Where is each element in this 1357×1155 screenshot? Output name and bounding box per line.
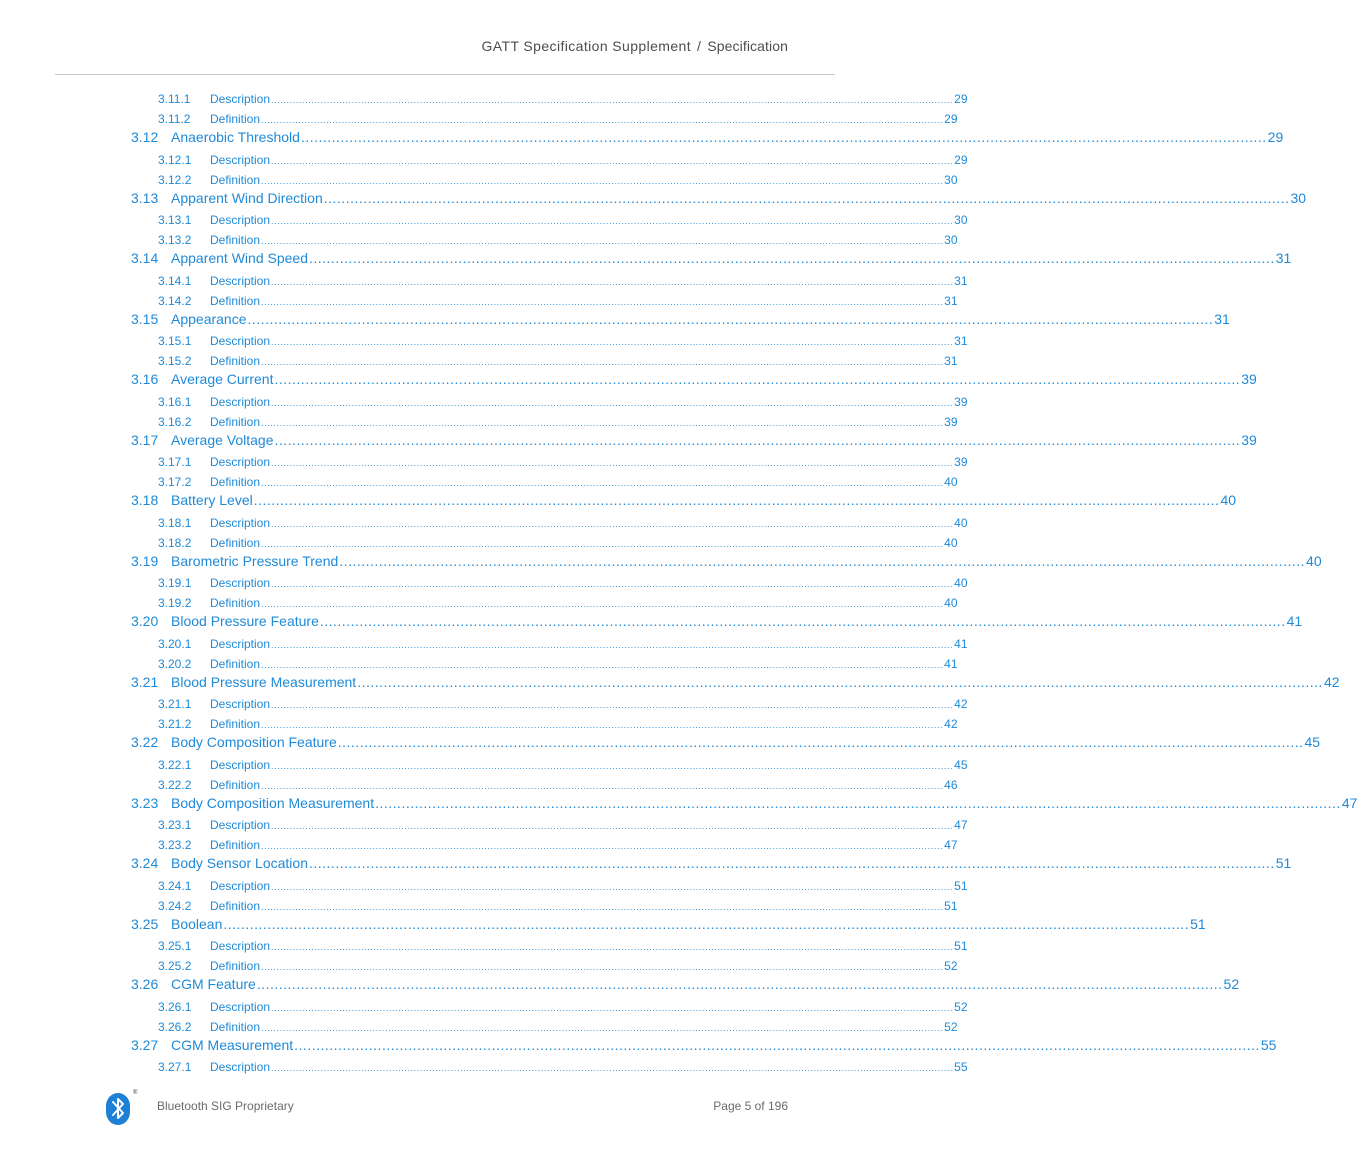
toc-entry-page: 46	[944, 777, 958, 792]
toc-entry[interactable]	[131, 673, 1340, 694]
toc-entry-page: 31	[1214, 310, 1230, 327]
toc-entry-title: Barometric Pressure Trend	[171, 552, 339, 569]
toc-dot-leader: ............................................................................................................................................................................................................................	[271, 942, 954, 953]
toc-entry[interactable]	[158, 273, 968, 291]
toc-entry-title: Definition	[210, 414, 261, 429]
toc-entry[interactable]	[158, 152, 968, 170]
toc-entry-title: Description	[210, 697, 271, 712]
toc-entry[interactable]	[158, 394, 968, 412]
toc-entry[interactable]	[158, 1060, 968, 1077]
toc-entry[interactable]	[158, 939, 968, 956]
toc-entry-page: 42	[944, 717, 958, 732]
toc-entry-page: 40	[954, 576, 968, 591]
toc-entry-number: 3.20.2	[158, 656, 192, 671]
toc-entry[interactable]	[158, 596, 958, 613]
toc-dot-leader: ............................................................................................................................................................................................................................	[261, 478, 944, 489]
toc-entry-number: 3.24	[131, 855, 159, 872]
toc-dot-leader: ............................................................................................................................................................................................................................	[308, 250, 1275, 267]
toc-dot-leader: ............................................................................................................................................................................................................................	[339, 552, 1306, 569]
toc-dot-leader: ............................................................................................................................................................................................................................	[271, 881, 954, 892]
toc-entry[interactable]	[158, 535, 958, 553]
toc-entry-page: 39	[954, 455, 968, 470]
toc-entry[interactable]	[131, 250, 1292, 270]
toc-entry-title: Average Current	[171, 371, 274, 388]
toc-entry-page: 51	[944, 898, 958, 913]
toc-entry-page: 31	[1275, 250, 1292, 267]
toc-entry-number: 3.13.2	[158, 233, 192, 248]
toc-entry-title: Description	[210, 878, 271, 893]
toc-entry-number: 3.22	[131, 734, 159, 751]
toc-entry[interactable]	[131, 915, 1206, 936]
toc-entry-number: 3.21	[131, 673, 159, 690]
bluetooth-logo-icon	[104, 1087, 138, 1127]
toc-entry[interactable]	[158, 414, 958, 432]
toc-entry[interactable]	[131, 492, 1237, 512]
toc-dot-leader: ............................................................................................................................................................................................................................	[247, 310, 1214, 327]
toc-entry-title: Description	[210, 273, 271, 288]
toc-entry-title: Blood Pressure Measurement	[171, 673, 357, 690]
toc-entry-number: 3.27.1	[158, 1060, 192, 1075]
toc-entry-page: 45	[954, 757, 968, 772]
toc-entry-number: 3.25.2	[158, 959, 192, 974]
toc-dot-leader: ............................................................................................................................................................................................................................	[323, 189, 1290, 206]
toc-dot-leader: ............................................................................................................................................................................................................................	[223, 915, 1190, 932]
toc-entry-number: 3.26.2	[158, 1019, 192, 1034]
toc-entry-page: 30	[944, 233, 958, 248]
toc-dot-leader: ............................................................................................................................................................................................................................	[253, 492, 1220, 509]
toc-entry-title: Description	[210, 999, 271, 1014]
toc-dot-leader: ............................................................................................................................................................................................................................	[375, 794, 1341, 811]
toc-dot-leader: ............................................................................................................................................................................................................................	[261, 659, 944, 670]
toc-entry-title: Definition	[210, 656, 261, 671]
toc-entry-title: CGM Feature	[171, 976, 256, 993]
toc-entry-number: 3.24.2	[158, 898, 192, 913]
toc-entry-number: 3.13.1	[158, 213, 192, 228]
toc-entry-title: Description	[210, 576, 271, 591]
toc-dot-leader: ............................................................................................................................................................................................................................	[261, 296, 944, 307]
toc-dot-leader: ............................................................................................................................................................................................................................	[261, 357, 944, 368]
toc-entry[interactable]	[131, 371, 1257, 391]
toc-entry-page: 42	[1323, 673, 1340, 690]
toc-dot-leader: ............................................................................................................................................................................................................................	[271, 276, 954, 287]
toc-entry-title: Anaerobic Threshold	[171, 129, 300, 146]
toc-entry-number: 3.26.1	[158, 999, 192, 1014]
toc-entry[interactable]	[158, 1019, 958, 1037]
toc-entry-title: Description	[210, 92, 271, 106]
toc-entry-number: 3.15	[131, 310, 159, 327]
toc-entry-number: 3.19.1	[158, 576, 192, 591]
toc-entry-title: Appearance	[171, 310, 247, 327]
toc-entry-number: 3.15.1	[158, 334, 192, 349]
toc-dot-leader: ............................................................................................................................................................................................................................	[261, 236, 944, 247]
toc-entry-number: 3.14	[131, 250, 159, 267]
toc-dot-leader: ............................................................................................................................................................................................................................	[271, 458, 954, 469]
toc-entry-page: 29	[954, 92, 968, 106]
header-rule	[55, 74, 835, 75]
toc-entry-title: Description	[210, 939, 271, 954]
toc-entry[interactable]	[158, 636, 968, 654]
toc-entry-title: Description	[210, 636, 271, 651]
toc-entry-title: Definition	[210, 172, 261, 187]
toc-dot-leader: ............................................................................................................................................................................................................................	[271, 639, 954, 650]
toc-entry-page: 41	[1286, 613, 1303, 630]
toc-entry[interactable]	[131, 734, 1321, 754]
toc-entry-number: 3.13	[131, 189, 159, 206]
toc-entry-number: 3.20.1	[158, 636, 192, 651]
toc-entry[interactable]	[158, 293, 958, 311]
toc-entry-number: 3.18.2	[158, 535, 192, 550]
toc-entry-number: 3.12	[131, 129, 159, 146]
toc-entry-title: Body Composition Feature	[171, 734, 337, 751]
toc-entry[interactable]	[158, 92, 968, 109]
toc-entry[interactable]	[158, 213, 968, 230]
toc-entry-number: 3.21.1	[158, 697, 192, 712]
toc-entry-page: 41	[954, 636, 968, 651]
toc-entry[interactable]	[158, 172, 958, 190]
toc-entry-title: Boolean	[171, 915, 223, 932]
registered-mark: ®	[133, 1090, 138, 1096]
toc-dot-leader: ............................................................................................................................................................................................................................	[337, 734, 1304, 751]
toc-entry[interactable]	[131, 855, 1292, 875]
toc-entry-number: 3.23.2	[158, 838, 192, 853]
toc-entry[interactable]	[131, 189, 1307, 210]
toc-entry-page: 40	[954, 515, 968, 530]
toc-dot-leader: ............................................................................................................................................................................................................................	[308, 855, 1275, 872]
toc-entry-page: 51	[954, 878, 968, 893]
toc-entry[interactable]	[158, 354, 958, 371]
toc-entry[interactable]	[158, 999, 968, 1017]
toc-entry-page: 39	[944, 414, 958, 429]
toc-entry-title: Definition	[210, 475, 261, 490]
toc-dot-leader: ............................................................................................................................................................................................................................	[274, 431, 1241, 448]
toc-entry[interactable]	[131, 1036, 1277, 1057]
toc-entry-number: 3.11.1	[158, 92, 191, 106]
toc-entry[interactable]	[158, 717, 958, 734]
toc-entry-title: Blood Pressure Feature	[171, 613, 319, 630]
document-subtitle: Specification	[707, 38, 788, 54]
toc-dot-leader: ............................................................................................................................................................................................................................	[271, 155, 954, 166]
toc-entry-title: Description	[210, 515, 271, 530]
toc-entry-page: 31	[954, 273, 968, 288]
toc-dot-leader: ............................................................................................................................................................................................................................	[261, 175, 944, 186]
toc-entry-number: 3.17	[131, 431, 159, 448]
page-header	[482, 38, 789, 54]
toc-entry-number: 3.14.2	[158, 293, 192, 308]
toc-entry[interactable]	[158, 878, 968, 896]
toc-entry-number: 3.23.1	[158, 818, 192, 833]
toc-dot-leader: ............................................................................................................................................................................................................................	[261, 417, 944, 428]
toc-entry-number: 3.25.1	[158, 939, 192, 954]
toc-dot-leader: ............................................................................................................................................................................................................................	[271, 821, 954, 832]
toc-entry[interactable]	[158, 959, 958, 976]
toc-entry-page: 40	[944, 596, 958, 611]
toc-entry-page: 29	[944, 112, 958, 127]
toc-entry-page: 51	[1275, 855, 1292, 872]
toc-entry-number: 3.11.2	[158, 112, 191, 127]
toc-entry-page: 40	[944, 475, 958, 490]
toc-entry-title: CGM Measurement	[171, 1036, 294, 1053]
toc-entry-page: 31	[954, 334, 968, 349]
toc-entry[interactable]	[158, 777, 958, 795]
toc-entry-title: Definition	[210, 1019, 261, 1034]
toc-entry[interactable]	[158, 757, 968, 775]
footer-proprietary: Bluetooth SIG Proprietary	[157, 1099, 294, 1113]
toc-entry-number: 3.16	[131, 371, 159, 388]
toc-entry-page: 47	[1341, 794, 1357, 811]
toc-dot-leader: ............................................................................................................................................................................................................................	[357, 673, 1323, 690]
toc-entry-page: 47	[944, 838, 958, 853]
toc-dot-leader: ............................................................................................................................................................................................................................	[271, 1063, 954, 1074]
toc-dot-leader: ............................................................................................................................................................................................................................	[261, 538, 944, 549]
toc-dot-leader: ............................................................................................................................................................................................................................	[271, 700, 954, 711]
document-title: GATT Specification Supplement	[481, 38, 692, 54]
toc-entry-page: 52	[1223, 976, 1240, 993]
toc-entry[interactable]	[158, 576, 968, 593]
toc-entry-number: 3.20	[131, 613, 159, 630]
toc-entry-title: Description	[210, 818, 271, 833]
toc-entry[interactable]	[158, 656, 958, 674]
toc-dot-leader: ............................................................................................................................................................................................................................	[271, 760, 954, 771]
toc-entry-page: 30	[944, 172, 958, 187]
toc-entry-title: Body Composition Measurement	[171, 794, 375, 811]
toc-dot-leader: ............................................................................................................................................................................................................................	[261, 780, 944, 791]
toc-entry-page: 31	[944, 293, 958, 308]
toc-entry[interactable]	[131, 129, 1284, 149]
toc-dot-leader: ............................................................................................................................................................................................................................	[271, 337, 954, 348]
toc-entry[interactable]	[158, 697, 968, 714]
toc-entry[interactable]	[158, 515, 968, 533]
toc-entry-page: 52	[944, 1019, 958, 1034]
toc-entry-number: 3.18.1	[158, 515, 192, 530]
toc-entry-title: Definition	[210, 596, 261, 611]
toc-entry-page: 29	[954, 152, 968, 167]
toc-entry-number: 3.12.2	[158, 172, 192, 187]
toc-entry-title: Body Sensor Location	[171, 855, 308, 872]
toc-entry-number: 3.26	[131, 976, 159, 993]
toc-dot-leader: ............................................................................................................................................................................................................................	[256, 976, 1223, 993]
toc-entry[interactable]	[158, 112, 958, 129]
toc-entry[interactable]	[158, 455, 968, 472]
header-separator: /	[697, 38, 702, 54]
toc-entry[interactable]	[158, 233, 958, 250]
toc-dot-leader: ............................................................................................................................................................................................................................	[271, 95, 954, 105]
toc-entry-title: Definition	[210, 898, 261, 913]
toc-dot-leader: ............................................................................................................................................................................................................................	[261, 962, 944, 973]
toc-entry-page: 40	[1220, 492, 1237, 509]
toc-dot-leader: ............................................................................................................................................................................................................................	[261, 115, 944, 126]
toc-entry-number: 3.24.1	[158, 878, 192, 893]
toc-entry-number: 3.23	[131, 794, 159, 811]
toc-dot-leader: ............................................................................................................................................................................................................................	[271, 216, 954, 227]
toc-entry-number: 3.21.2	[158, 717, 192, 732]
toc-entry-page: 52	[944, 959, 958, 974]
toc-entry[interactable]	[158, 475, 958, 492]
toc-entry-title: Description	[210, 455, 271, 470]
toc-entry-title: Definition	[210, 354, 261, 369]
toc-entry-page: 42	[954, 697, 968, 712]
toc-entry-title: Definition	[210, 293, 261, 308]
toc-dot-leader: ............................................................................................................................................................................................................................	[261, 720, 944, 731]
toc-entry[interactable]	[131, 613, 1303, 633]
toc-entry[interactable]	[158, 334, 968, 351]
toc-dot-leader: ............................................................................................................................................................................................................................	[274, 371, 1241, 388]
toc-entry-title: Description	[210, 394, 271, 409]
toc-entry-page: 45	[1304, 734, 1321, 751]
toc-entry-page: 47	[954, 818, 968, 833]
toc-entry[interactable]	[158, 818, 968, 835]
toc-entry-number: 3.19.2	[158, 596, 192, 611]
toc-dot-leader: ............................................................................................................................................................................................................................	[300, 129, 1267, 146]
toc-entry-title: Definition	[210, 959, 261, 974]
toc-entry-page: 55	[1260, 1036, 1277, 1053]
toc-entry-page: 30	[1290, 189, 1307, 206]
toc-entry-page: 51	[954, 939, 968, 954]
toc-entry-title: Definition	[210, 717, 261, 732]
toc-entry-page: 40	[944, 535, 958, 550]
toc-entry-page: 39	[1241, 371, 1257, 388]
toc-dot-leader: ............................................................................................................................................................................................................................	[261, 599, 944, 610]
toc-entry-title: Definition	[210, 777, 261, 792]
toc-dot-leader: ............................................................................................................................................................................................................................	[261, 1022, 944, 1033]
toc-entry-page: 40	[1306, 552, 1322, 569]
toc-entry-number: 3.12.1	[158, 152, 192, 167]
toc-entry-title: Description	[210, 757, 271, 772]
toc-entry-page: 51	[1190, 915, 1206, 932]
toc-entry-number: 3.14.1	[158, 273, 192, 288]
toc-entry[interactable]	[131, 431, 1257, 452]
toc-entry[interactable]	[158, 898, 958, 916]
toc-dot-leader: ............................................................................................................................................................................................................................	[271, 579, 954, 590]
toc-entry-page: 39	[1241, 431, 1257, 448]
toc-entry[interactable]	[131, 552, 1322, 573]
toc-entry-title: Apparent Wind Direction	[171, 189, 323, 206]
toc-dot-leader: ............................................................................................................................................................................................................................	[271, 518, 954, 529]
toc-entry-number: 3.27	[131, 1036, 159, 1053]
toc-entry-title: Description	[210, 152, 271, 167]
toc-entry[interactable]	[131, 976, 1240, 996]
toc-dot-leader: ............................................................................................................................................................................................................................	[261, 841, 944, 852]
toc-entry-number: 3.16.1	[158, 394, 192, 409]
toc-dot-leader: ............................................................................................................................................................................................................................	[271, 1002, 954, 1013]
toc-entry-title: Definition	[210, 233, 261, 248]
toc-entry-title: Definition	[210, 535, 261, 550]
toc-entry-number: 3.17.2	[158, 475, 192, 490]
toc-dot-leader: ............................................................................................................................................................................................................................	[271, 397, 954, 408]
toc-entry-page: 30	[954, 213, 968, 228]
toc-entry-page: 39	[954, 394, 968, 409]
toc-entry-number: 3.15.2	[158, 354, 192, 369]
toc-entry-title: Definition	[210, 112, 261, 127]
toc-entry-page: 41	[944, 656, 958, 671]
toc-entry-number: 3.22.1	[158, 757, 192, 772]
toc-entry-title: Apparent Wind Speed	[171, 250, 308, 267]
toc-entry-title: Average Voltage	[171, 431, 274, 448]
toc-entry-number: 3.25	[131, 915, 159, 932]
toc-entry-page: 31	[944, 354, 958, 369]
toc-entry-number: 3.16.2	[158, 414, 192, 429]
toc-entry-page: 29	[1267, 129, 1284, 146]
toc-dot-leader: ............................................................................................................................................................................................................................	[261, 901, 944, 912]
toc-dot-leader: ............................................................................................................................................................................................................................	[319, 613, 1286, 630]
toc-entry-title: Definition	[210, 838, 261, 853]
toc-entry[interactable]	[131, 794, 1357, 815]
toc-entry-page: 55	[954, 1060, 968, 1075]
toc-entry[interactable]	[131, 310, 1230, 331]
toc-entry[interactable]	[158, 838, 958, 855]
toc-dot-leader: ............................................................................................................................................................................................................................	[294, 1036, 1260, 1053]
footer-page-number: Page 5 of 196	[713, 1099, 788, 1113]
toc-entry-title: Description	[210, 334, 271, 349]
toc-entry-title: Description	[210, 1060, 271, 1075]
toc-entry-title: Description	[210, 213, 271, 228]
toc-entry-number: 3.19	[131, 552, 159, 569]
toc-entry-page: 52	[954, 999, 968, 1014]
toc-entry-number: 3.18	[131, 492, 159, 509]
toc-entry-number: 3.17.1	[158, 455, 192, 470]
toc-entry-title: Battery Level	[171, 492, 253, 509]
toc-entry-number: 3.22.2	[158, 777, 192, 792]
